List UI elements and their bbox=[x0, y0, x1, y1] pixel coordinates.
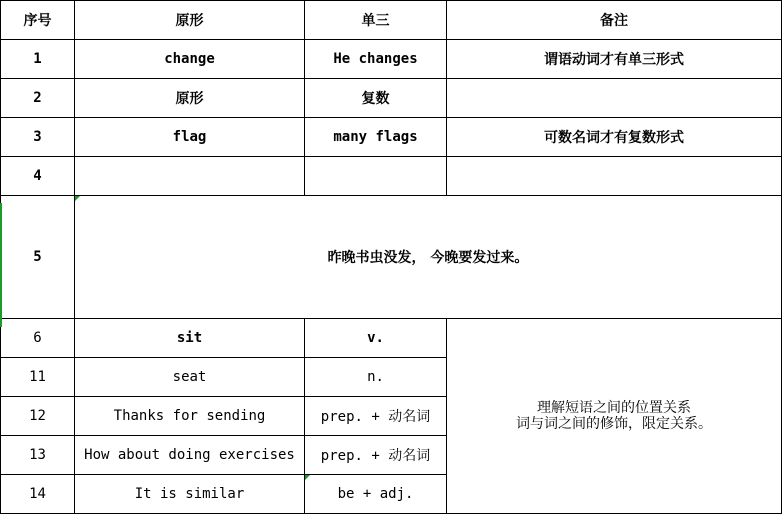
table-row bbox=[1, 118, 782, 157]
phrase-cell[interactable]: sit bbox=[75, 319, 305, 358]
table-row bbox=[1, 79, 782, 118]
header-note-cell[interactable]: 备注 bbox=[447, 1, 782, 40]
index-cell[interactable]: 12 bbox=[1, 397, 75, 436]
table-row bbox=[1, 40, 782, 79]
note-cell[interactable] bbox=[447, 157, 782, 196]
phrase-cell[interactable]: It is similar bbox=[75, 475, 305, 514]
phrase-note-cell[interactable] bbox=[447, 319, 782, 514]
index-cell[interactable]: 3 bbox=[1, 118, 75, 157]
table-row bbox=[1, 319, 782, 358]
base-cell[interactable] bbox=[75, 157, 305, 196]
base-cell[interactable]: 原形 bbox=[75, 79, 305, 118]
phrase-cell[interactable]: Thanks for sending bbox=[75, 397, 305, 436]
phrase-note-line: 词与词之间的修饰，限定关系。 bbox=[516, 416, 712, 432]
note-cell[interactable]: 谓语动词才有单三形式 bbox=[447, 40, 782, 79]
type-cell-text: be + adj. bbox=[337, 486, 414, 502]
header-third-cell[interactable]: 单三 bbox=[305, 1, 447, 40]
header-base-cell[interactable]: 原形 bbox=[75, 1, 305, 40]
index-cell[interactable]: 1 bbox=[1, 40, 75, 79]
comment-indicator-icon bbox=[305, 475, 310, 480]
merged-message-cell[interactable] bbox=[75, 196, 782, 319]
type-cell[interactable]: v. bbox=[305, 319, 447, 358]
phrase-cell[interactable]: How about doing exercises bbox=[75, 436, 305, 475]
third-cell[interactable]: He changes bbox=[305, 40, 447, 79]
note-cell[interactable] bbox=[447, 79, 782, 118]
merged-message-text: 昨晚书虫没发， 今晚要发过来。 bbox=[327, 250, 529, 266]
base-cell[interactable]: flag bbox=[75, 118, 305, 157]
header-row bbox=[1, 1, 782, 40]
type-cell[interactable] bbox=[305, 475, 447, 514]
type-cell[interactable]: prep. + 动名词 bbox=[305, 397, 447, 436]
merged-row bbox=[1, 196, 782, 319]
index-cell[interactable]: 11 bbox=[1, 358, 75, 397]
header-index-cell[interactable]: 序号 bbox=[1, 1, 75, 40]
index-cell[interactable]: 13 bbox=[1, 436, 75, 475]
index-cell[interactable]: 6 bbox=[1, 319, 75, 358]
index-cell[interactable]: 14 bbox=[1, 475, 75, 514]
third-cell[interactable]: many flags bbox=[305, 118, 447, 157]
selection-edge bbox=[0, 203, 2, 327]
type-cell[interactable]: n. bbox=[305, 358, 447, 397]
third-cell[interactable]: 复数 bbox=[305, 79, 447, 118]
base-cell[interactable]: change bbox=[75, 40, 305, 79]
comment-indicator-icon bbox=[75, 196, 80, 201]
phrase-cell[interactable]: seat bbox=[75, 358, 305, 397]
index-cell[interactable]: 5 bbox=[1, 196, 75, 319]
index-cell[interactable]: 2 bbox=[1, 79, 75, 118]
table-row bbox=[1, 157, 782, 196]
type-cell[interactable]: prep. + 动名词 bbox=[305, 436, 447, 475]
index-cell[interactable]: 4 bbox=[1, 157, 75, 196]
phrase-note-line: 理解短语之间的位置关系 bbox=[537, 400, 691, 416]
note-cell[interactable]: 可数名词才有复数形式 bbox=[447, 118, 782, 157]
third-cell[interactable] bbox=[305, 157, 447, 196]
